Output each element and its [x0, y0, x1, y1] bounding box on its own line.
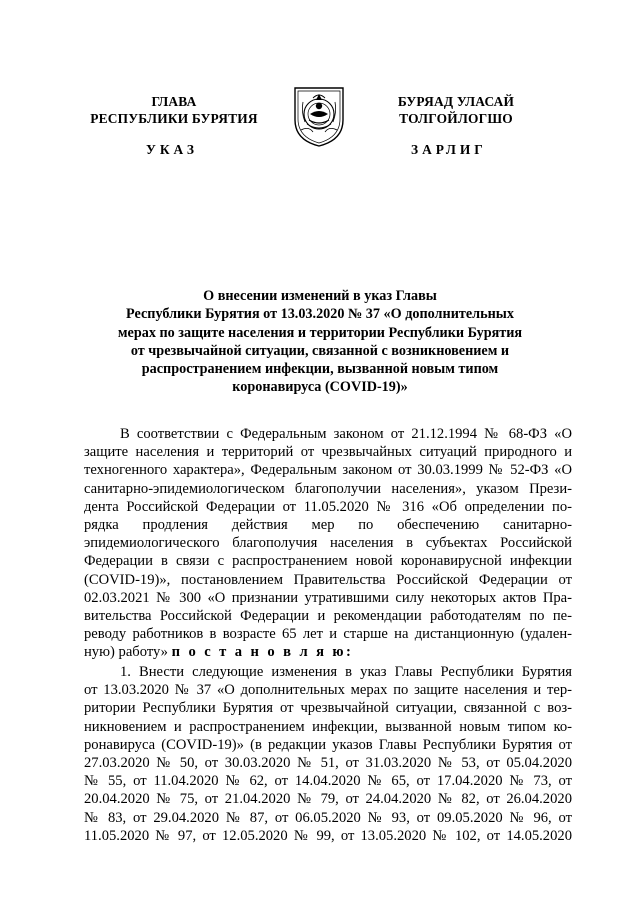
item-1-paragraph	[84, 663, 572, 845]
preamble-line: 02.03.2021 № 300 «О признании утратившими силу некоторых актов Пра-	[84, 589, 572, 606]
header-left-authority	[84, 93, 264, 127]
title-line: Республики Бурятия от 13.03.2020 № 37 «О дополнительных	[126, 306, 514, 323]
title-line: мерах по защите населения и территории Республики Бурятия	[117, 324, 523, 341]
item-line: 27.03.2020 № 50, от 30.03.2020 № 51, от 31.03.2020 № 53, от 05.04.2020	[84, 754, 572, 771]
preamble-line: реводу работников в возрасте 65 лет и старше на дистанционную (удален-	[84, 626, 572, 643]
preamble-line: техногенного характера», Федеральным законом от 30.03.1999 № 52-ФЗ «О	[84, 462, 572, 479]
title-line: распространением инфекции, вызванной новым типом	[141, 361, 499, 378]
preamble-line: вительства Российской Федерации и рекомендации работодателям по пе-	[84, 607, 572, 624]
header-left-line1: ГЛАВА	[151, 94, 197, 109]
item-line: № 55, от 11.04.2020 № 62, от 14.04.2020 № 65, от 17.04.2020 № 73, от	[84, 773, 572, 790]
item-line: ронавируса (COVID-19)» (в редакции указов Главы Республики Бурятия от	[84, 736, 572, 753]
preamble-paragraph	[84, 425, 572, 661]
preamble-line: Федерации в связи с распространением новой коронавирусной инфекции	[84, 553, 572, 570]
document-title	[96, 287, 544, 397]
resolution-word: п о с т а н о в л я ю:	[171, 644, 354, 661]
title-line: коронавируса (COVID-19)»	[232, 379, 408, 396]
item-line: никновением и распространением инфекции, вызванной новым типом ко-	[84, 718, 572, 735]
preamble-last-line	[84, 643, 572, 661]
title-line: от чрезвычайной ситуации, связанной с возникновением и	[130, 342, 510, 359]
preamble-line: защите населения и территорий от чрезвычайных ситуаций природного и	[84, 444, 572, 461]
preamble-line: эпидемиологического благополучия населения в субъектах Российской	[84, 535, 572, 552]
doc-type-left: УКАЗ	[146, 142, 198, 157]
header-right-line1: БУРЯАД УЛАСАЙ	[397, 94, 515, 109]
preamble-line: санитарно-эпидемиологическом благополучии населения», указом Прези-	[84, 480, 572, 497]
item-line: № 83, от 29.04.2020 № 87, от 06.05.2020 № 93, от 09.05.2020 № 96, от	[84, 809, 572, 826]
item-line: 20.04.2020 № 75, от 21.04.2020 № 79, от 24.04.2020 № 82, от 26.04.2020	[84, 791, 572, 808]
item-line: 11.05.2020 № 97, от 12.05.2020 № 99, от 13.05.2020 № 102, от 14.05.2020	[84, 827, 572, 844]
preamble-line: рядка продления действия мер по обеспечению санитарно-	[84, 516, 572, 533]
preamble-line: дента Российской Федерации от 11.05.2020 № 316 «Об определении по-	[84, 498, 572, 515]
item-line: от 13.03.2020 № 37 «О дополнительных мерах по защите населения и тер-	[84, 682, 572, 699]
coat-of-arms-icon	[291, 84, 347, 148]
header-right-line2: ТОЛГОЙЛОГШО	[399, 111, 513, 126]
doc-type-right: ЗАРЛИГ	[411, 142, 487, 157]
preamble-line: (COVID-19)», постановлением Правительства Российской Федерации от	[84, 571, 572, 588]
title-line: О внесении изменений в указ Главы	[203, 288, 437, 304]
header-left-line2: РЕСПУБЛИКИ БУРЯТИЯ	[90, 111, 258, 126]
preamble-line: В соответствии с Федеральным законом от 21.12.1994 № 68-ФЗ «О	[120, 426, 572, 442]
item-line: ритории Республики Бурятия от чрезвычайной ситуации, связанной с воз-	[84, 700, 572, 717]
header-right-authority	[366, 93, 546, 127]
item-line: 1. Внести следующие изменения в указ Главы Республики Бурятия	[120, 664, 572, 680]
preamble-line: ную) работу»	[84, 644, 168, 661]
